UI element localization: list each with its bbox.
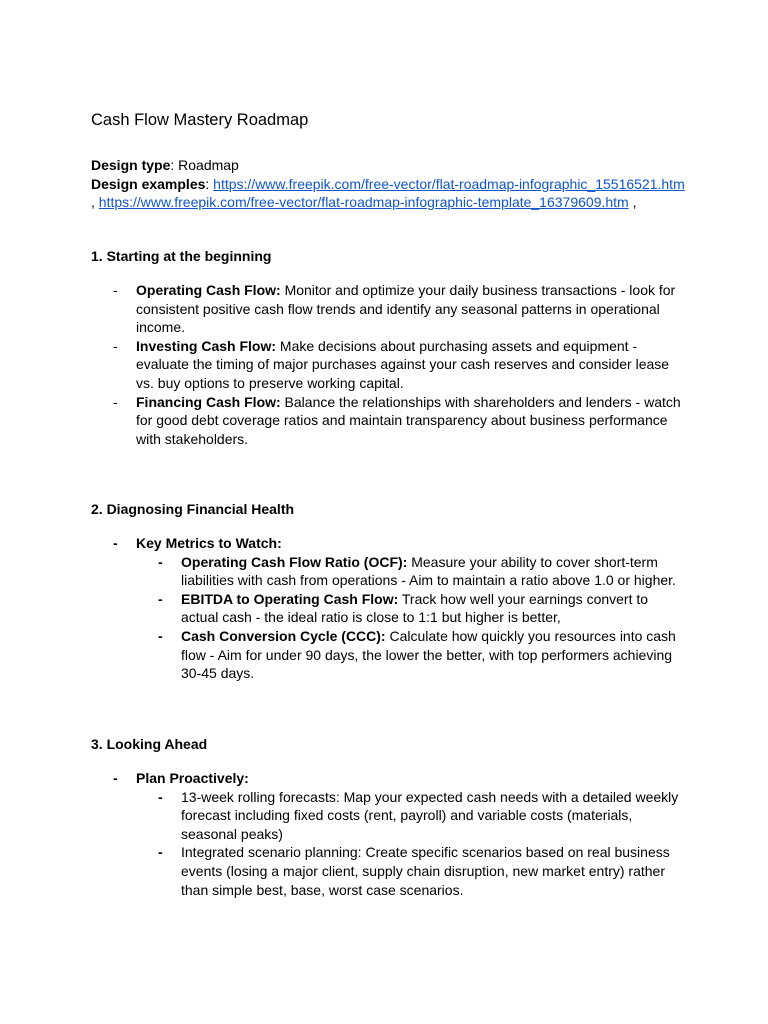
design-type-line [91,156,731,175]
list-item [91,337,681,393]
item-text: Integrated scenario planning: Create specific scenarios based on real business events (losing a major client, supply chain disruption, new market entry) rather than simple best, base, worst case scenarios. [181,844,670,898]
sublist [136,553,681,683]
group-label: Key Metrics to Watch: [136,535,282,551]
list-item-group [91,534,681,683]
design-examples-separator: : [205,175,214,192]
item-label: Investing Cash Flow: [136,337,277,354]
section-heading-diagnosing: 2. Diagnosing Financial Health [91,501,295,517]
sublist-bullet: - [158,788,163,805]
item-text: 13-week rolling forecasts: Map your expected cash needs with a detailed weekly forecast including fixed costs (rent, payroll) and variable costs (materials, seasonal peaks) [181,788,679,842]
list-item-group [91,769,681,899]
document-title: Cash Flow Mastery Roadmap [91,111,309,129]
design-example-link-1[interactable]: https://www.freepik.com/free-vector/flat-roadmap-infographic_15516521.htm [213,175,685,192]
list-bullet: - [113,535,118,551]
item-label: Operating Cash Flow Ratio (OCF): [181,553,408,570]
list-bullet: - [113,393,118,410]
sublist-bullet: - [158,553,163,570]
item-label: Financing Cash Flow: [136,393,281,410]
item-label: EBITDA to Operating Cash Flow: [181,590,399,607]
design-examples-label: Design examples [91,175,206,192]
design-examples-line-2 [91,193,731,212]
section-3-list [91,769,681,899]
item-text: Make decisions about purchasing assets and equipment - evaluate the timing of major purchases against your cash reserves and consider lease vs. buy options to preserve working capital. [136,337,670,391]
item-text: Calculate how quickly you resources into cash flow - Aim for under 90 days, the lower the better, with top performers achieving 30-45 days. [181,627,676,682]
design-type-label: Design type [91,157,171,173]
sublist-item [136,553,681,590]
sublist-bullet: - [158,590,163,607]
list-bullet: - [113,770,118,786]
design-meta [91,156,731,212]
item-text: Track how well your earnings convert to actual cash - the ideal ratio is close to 1:1 but higher is better, [181,590,649,626]
section-heading-starting: 1. Starting at the beginning [91,248,272,264]
section-2-list [91,534,681,683]
section-heading-looking-ahead: 3. Looking Ahead [91,736,208,752]
design-examples-line [91,175,731,194]
section-1-list [91,281,681,448]
item-label: Operating Cash Flow: [136,282,281,298]
group-label: Plan Proactively: [136,770,249,786]
sublist [136,788,681,900]
item-text: Balance the relationships with shareholders and lenders - watch for good debt coverage ratios and maintain transparency about business performance with stakeholders. [136,393,681,447]
sublist-item [136,590,681,627]
sublist-bullet: - [158,627,163,644]
item-label: Cash Conversion Cycle (CCC): [181,627,386,644]
sublist-item [136,788,681,844]
design-type-value: : Roadmap [170,157,239,173]
link-prefix: , [91,194,99,211]
list-item [91,281,681,337]
design-example-link-2[interactable]: https://www.freepik.com/free-vector/flat-roadmap-infographic-template_16379609.htm [98,194,629,211]
list-bullet: - [113,282,118,298]
list-bullet: - [113,337,118,354]
item-text: Monitor and optimize your daily business transactions - look for consistent positive cash flow trends and identify any seasonal patterns in operational income. [136,282,676,336]
list-item [91,393,681,449]
sublist-bullet: - [158,844,163,861]
sublist-item [136,627,681,683]
sublist-item [136,843,681,899]
item-text: Measure your ability to cover short-term liabilities with cash from operations - Aim to maintain a ratio above 1.0 or higher. [181,553,676,589]
link-suffix: , [628,194,637,211]
